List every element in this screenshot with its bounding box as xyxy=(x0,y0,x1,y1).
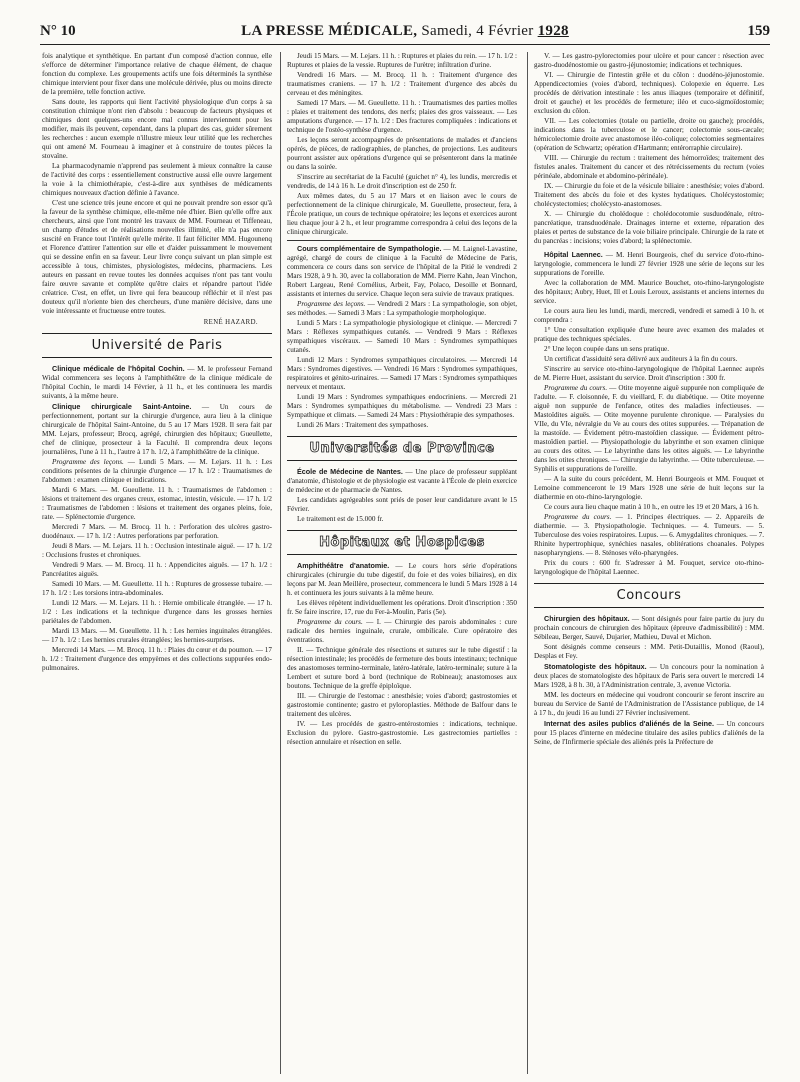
program xyxy=(287,300,517,318)
program xyxy=(42,458,272,485)
program-label: Programme du cours. xyxy=(544,384,608,392)
notice-heading: École de Médecine de Nantes. xyxy=(297,467,403,476)
section-title: Concours xyxy=(616,588,682,603)
paragraph: Sont désignés comme censeurs : MM. Petit-Dutaillis, Monod (Raoul), Desplas et Fey. xyxy=(534,643,764,660)
paragraph: Lundi 19 Mars : Syndromes sympathiques endocriniens. — Mercredi 21 Mars : Syndromes sympathiques du métabolisme. — Vendredi 23 Mars : Sympathique et climats. — Samedi 24 Mars : Physiothérapie des sympathoses. xyxy=(287,393,517,419)
program-text: — Vendredi 2 Mars : La sympathologie, son objet, ses méthodes. — Samedi 3 Mars : La sympathologie morphologique. xyxy=(287,300,517,317)
paragraph: IX. — Chirurgie du foie et de la vésicule biliaire : anesthésie; voies d'abord. Traitement des abcès du foie et des kystes hydatiques. Cholécystostomie; cholécystectomies; cholécysto-anastomoses. xyxy=(534,182,764,208)
page-header xyxy=(40,20,770,45)
paragraph: Vendredi 16 Mars. — M. Brocq. 11 h. : Traitement d'urgence des traumatismes craniens. — 17 h. 1/2 : Traitement d'urgence des abcès du cerveau et des méningites. xyxy=(287,71,517,97)
notice-heading: Hôpital Laennec. xyxy=(544,250,603,259)
column-1 xyxy=(42,52,272,1077)
notice-text: — Un concours pour la nomination à deux places de stomatologiste des hôpitaux de Paris sera ouvert le mercredi 14 Mars 1928, à 8 h. 30, à l'Administration centrale, 3, avenue Victoria. xyxy=(534,663,764,689)
paragraph: V. — Les gastro-pylorectomies pour ulcère et pour cancer : résection avec gastro-duodénostomie ou gastro-jéjunostomie; indications et techniques. xyxy=(534,52,764,69)
author-signature: RENÉ HAZARD. xyxy=(203,319,258,326)
notice xyxy=(534,614,764,642)
journal-name: LA PRESSE MÉDICALE, xyxy=(241,23,418,39)
paragraph: Avec la collaboration de MM. Maurice Bouchet, oto-rhino-laryngologiste des hôpitaux; Aubry, Huet, Ill et Louis Leroux, assistants et anciens internes du service. xyxy=(534,279,764,305)
issue-number: N° 10 xyxy=(40,23,76,39)
paragraph: S'inscrire au service oto-rhino-laryngologique de l'hôpital Laennec auprès de M. Pierre Huet, assistant du service. Droit d'inscription : 300 fr. xyxy=(534,365,764,382)
paragraph: S'inscrire au secrétariat de la Faculté (guichet n° 4), les lundis, mercredis et vendredis, de 14 à 16 h. Le droit d'inscription est de 250 fr. xyxy=(287,173,517,190)
section-title: Hôpitaux et Hospices xyxy=(319,535,485,550)
paragraph: Mercredi 14 Mars. — M. Brocq. 11 h. : Plaies du cœur et du poumon. — 17 h. 1/2 : Traitement d'urgence des empyèmes et des collections suppurées endo-pulmonaires. xyxy=(42,646,272,672)
program xyxy=(534,384,764,474)
notice-heading: Clinique médicale de l'hôpital Cochin. xyxy=(52,364,185,373)
notice-text: — Une place de professeur suppléant d'anatomie, d'histologie et de physiologie est vacante à l'École de plein exercice de médecine et de pharmacie de Nantes. xyxy=(287,468,517,494)
paragraph: Mercredi 7 Mars. — M. Brocq. 11 h. : Perforation des ulcères gastro-duodénaux. — 17 h. 1/2 : Autres perforations par perforation. xyxy=(42,523,272,540)
notice xyxy=(534,250,764,278)
column-divider xyxy=(527,52,528,1074)
notice-heading: Chirurgien des hôpitaux. xyxy=(544,614,630,623)
journal-title-line xyxy=(40,23,770,40)
notice xyxy=(534,662,764,690)
column-2 xyxy=(287,52,517,1077)
section-title: Université de Paris xyxy=(91,338,223,353)
notice-text: — Le cours hors série d'opérations chirurgicales (chirurgie du tube digestif, du foie et des voies biliaires), en dix leçons par M. Jean Meillère, prosecteur, commencera le lundi 5 Mars 1928 à 14 h. et continuera les jours suivants à la même heure. xyxy=(287,562,517,597)
section-header-hopitaux-hospices xyxy=(287,530,517,555)
paragraph: fois analytique et synthétique. En partant d'un composé d'action connue, elle s'efforce de déterminer l'importance relative de chaque élément, de chaque fonction du complexe. Les groupements actifs une fois déterminés la synthèse chimique intervient pour fixer dans une molécule dérivée, plus ou moins directe de la première, telle fonction active. xyxy=(42,52,272,96)
paragraph: VI. — Chirurgie de l'intestin grêle et du côlon : duodéno-jéjunostomie. Appendicectomies (voies d'abord, techniques). Colopexie en équerre. Les procédés de dérivation intestinale : les anus iliaques (temporaire et définitif, droit et gauche) et les procédés de fermeture; iléo et cuco-sigmoïdostomie; exclusion du côlon. xyxy=(534,71,764,115)
program-text: — Lundi 5 Mars. — M. Lejars. 11 h. : Les conditions présentes de la chirurgie d'urgence — 17 h. 1/2 : Traumatismes de l'abdomen : examen clinique et indications. xyxy=(42,458,272,484)
paragraph: — A la suite du cours précédent, M. Henri Bourgeois et MM. Fouquet et Lemoine commenceront le 19 Mars 1928 une série de huit leçons sur la diathermie en oto-rhino-laryngologie. xyxy=(534,475,764,501)
paragraph: VIII. — Chirurgie du rectum : traitement des hémorroïdes; traitement des fistules anales. Traitement du cancer et des rétrécissements du rectum (voies périnéale, abdominale et abdomino-périnéale). xyxy=(534,154,764,180)
program-label: Programme du cours. xyxy=(297,618,363,626)
column-3 xyxy=(534,52,764,1077)
paragraph: Lundi 26 Mars : Traitement des sympathoses. xyxy=(297,421,429,429)
program-text: — Otite moyenne aiguë suppurée non compliquée de l'adulte. — F. cloisonnée, F. du vieillard, F. du diabétique. — Otite moyenne aiguë non suppurée de l'enfance, otites des maladies infectieuses. — Mastoïdites aiguës. — Otite moyenne purulente chronique. — Paralysies du VIIe, du VIe, névralgie du Ve au cours des otites suppurées. — Trépanation de la mastoïde. — Évidement pétro-mastoïdien classique. — Évidement pétro-mastoïdien partiel. — Physiopathologie du labyrinthe et son examen clinique au cours des otites. — Le labyrinthe dans les otites aiguës. — Le labyrinthe dans les otites chroniques. — Chirurgie du labyrinthe. — Otite tuberculeuse. — Syphilis et suppurations de l'oreille. xyxy=(534,384,764,473)
notice-heading: Amphithéâtre d'anatomie. xyxy=(297,561,390,570)
program-label: Programme des leçons. xyxy=(52,458,124,466)
paragraph: X. — Chirurgie du cholédoque : cholédocotomie susduodénale, rétro-pancréatique, transduodénale. Drainages interne et externe, réparation des plaies et pertes de substance de la voie biliaire principale. Chirurgie de la rate et du pancréas : incisions; voies d'abord; la splénectomie. xyxy=(534,210,764,245)
paragraph: IV. — Les procédés de gastro-entérostomies : indications, technique. Exclusion du pylore. Gastro-gastrostomie. Les gastrectomies partielles : résection annulaire et résection en selle. xyxy=(287,720,517,746)
divider xyxy=(287,240,517,241)
section-header-universites-province xyxy=(287,436,517,461)
paragraph: II. — Technique générale des résections et sutures sur le tube digestif : la résection intestinale; les procédés de fermeture des bouts intestinaux; technique des anastomoses termino-terminale, latéro-latérale, latéro-terminale; suture à la Lembert et suture bord à bord (technique de Robineau); anastomoses aux boutons. Technique de la greffe épiploïque. xyxy=(287,646,517,690)
paragraph: Les candidats agrégeables sont priés de poser leur candidature avant le 15 Février. xyxy=(287,496,517,513)
notice-text: — Un cours de perfectionnement, portant sur la chirurgie d'urgence, aura lieu à la clinique chirurgicale de l'hôpital Saint-Antoine, du 5 au 17 Mars 1928. Il sera fait par MM. Lejars, professeur; Brocq, agrégé, chirurgien des hôpitaux; Gueullette, chef de clinique, prosecteur à la Faculté. Il comprendra deux leçons journalières, l'une à 11 h., l'autre à 17 h. 1/2, à l'amphithéâtre de la clinique. xyxy=(42,403,272,456)
program xyxy=(287,618,517,645)
paragraph: Le cours aura lieu les lundi, mardi, mercredi, vendredi et samedi à 10 h. et comprendra : xyxy=(534,307,764,324)
notice-heading: Internat des asiles publics d'aliénés de la Seine. xyxy=(544,719,715,728)
issue-day: Samedi, 4 Février xyxy=(421,23,534,39)
paragraph: 2° Une leçon coupée dans un sens pratique. xyxy=(544,345,670,353)
notice xyxy=(287,467,517,495)
notice-heading: Stomatologiste des hôpitaux. xyxy=(544,662,647,671)
notice xyxy=(42,364,272,401)
program-text: — 1. Principes électriques. — 2. Appareils de diathermie. — 3. Physiopathologie. Techniques. — 4. Tumeurs. — 5. Tuberculose des voies respiratoires. Lupus. — 6. Amygdalites chroniques. — 7. Rhinite hypertrophique, synéchies nasales, oblitérations choanales. Polypes nasopharyngiens. — 8. Sténoses vélo-pharyngées. xyxy=(534,513,764,557)
paragraph: 1° Une consultation expliquée d'une heure avec examen des malades et pratique des techniques spéciales. xyxy=(534,326,764,343)
paragraph: Sans doute, les rapports qui lient l'activité physiologique d'un corps à sa constitution chimique n'ont rien d'absolu : beaucoup de facteurs physiques et chimiques dont quelques-uns encore mal connus interviennent pour les modifier, mais ils peuvent, cependant, dans la plupart des cas, guider sûrement les recherches : aucun exemple n'illustre mieux leur utilité que les recherches qui ont amené M. Fourneau à imaginer et à construire de toutes pièces la stovaïne. xyxy=(42,98,272,160)
paragraph: Lundi 12 Mars : Syndromes sympathiques circulatoires. — Mercredi 14 Mars : Syndromes digestives. — Vendredi 16 Mars : Syndromes sympathiques, respiratoires et génito-urinaires. — Samedi 17 Mars : Syndromes sympathiques nerveux et mentaux. xyxy=(287,356,517,391)
notice-text: — M. Henri Bourgeois, chef du service d'oto-rhino-laryngologie, commencera le lundi 27 février 1928 une série de leçons sur les suppurations de l'oreille. xyxy=(534,251,764,277)
notice-text: — M. le professeur Fernand Widal commencera ses leçons à l'amphithéâtre de la clinique médicale de l'hôpital Cochin, le mardi 14 Février, à 11 h., et les continuera les mardis suivants, à la même heure. xyxy=(42,365,272,400)
paragraph: Les leçons seront accompagnées de présentations de malades et d'anciens opérés, de pièces, de radiographies, de planches, de projections. Les auditeurs pourront assister aux opérations d'urgence qui se présenteront dans la matinée ou dans la soirée. xyxy=(287,136,517,171)
paragraph: Un certificat d'assiduité sera délivré aux auditeurs à la fin du cours. xyxy=(544,355,738,363)
paragraph: Les élèves répètent individuellement les opérations. Droit d'inscription : 350 fr. Se faire inscrire, 17, rue du Fer-à-Moulin, Paris (5e). xyxy=(287,599,517,616)
paragraph: Mardi 13 Mars. — M. Gueullette. 11 h. : Les hernies inguinales étranglées. — 17 h. 1/2 : Les hernies crurales étranglées; les hernies-surprises. xyxy=(42,627,272,644)
program xyxy=(534,513,764,558)
paragraph: Samedi 17 Mars. — M. Gueullette. 11 h. : Traumatismes des parties molles : plaies et traitement des tendons, des nerfs; plaies des gros vaisseaux. — Les amputations d'urgence. — 17 h. 1/2 : Des fractures compliquées : indications et technique de l'ostéo-synthèse d'urgence. xyxy=(287,99,517,134)
paragraph: La pharmacodynamie n'apprend pas seulement à mieux connaître la cause de l'activité des corps : essentiellement constructive aussi elle ouvre largement la voie à la chimiothérapie, c'est-à-dire aux synthèses de médicaments chimiques nouveaux d'action définie à l'avance. xyxy=(42,162,272,197)
paragraph: Jeudi 8 Mars. — M. Lejars. 11 h. : Occlusion intestinale aiguë. — 17 h. 1/2 : Occlusions frustes et chroniques. xyxy=(42,542,272,559)
paragraph: Ce cours aura lieu chaque matin à 10 h., en outre les 19 et 20 Mars, à 16 h. xyxy=(544,503,759,511)
paragraph: Samedi 10 Mars. — M. Gueullette. 11 h. : Ruptures de grossesse tubaire. — 17 h. 1/2 : Les torsions intra-abdominales. xyxy=(42,580,272,597)
paragraph: MM. les docteurs en médecine qui voudront concourir se feront inscrire au bureau du Service de Santé de l'Administration de l'Assistance publique, de 14 à 17 h., du jeudi 16 au lundi 27 Février inclusivement. xyxy=(534,691,764,717)
paragraph: Aux mêmes dates, du 5 au 17 Mars et en liaison avec le cours de perfectionnement de la clinique chirurgicale, M. Gueullette, prosecteur, fera, à l'École pratique, un cours de technique opératoire; les leçons et exercices auront lieu chaque jour à 2 h., et leur programme correspondra à celui des leçons de la clinique chirurgicale. xyxy=(287,192,517,236)
notice xyxy=(287,244,517,299)
paragraph: Prix du cours : 600 fr. S'adresser à M. Fouquet, service oto-rhino-laryngologique de l'hôpital Laennec. xyxy=(534,559,764,576)
paragraph: Mardi 6 Mars. — M. Gueullette. 11 h. : Traumatismes de l'abdomen : lésions et traitement des organes creux, estomac, intestin, vésicule. — 17 h. 1/2 : Traumatismes de l'abdomen : lésions et traitement des organes pleins, foie, rate. — Splénectomie d'urgence. xyxy=(42,486,272,521)
section-title: Universités de Province xyxy=(309,441,495,456)
program-label: Programme des leçons. xyxy=(297,300,366,308)
section-header-universite-paris xyxy=(42,333,272,358)
program-text: — I. — Chirurgie des parois abdominales : cure radicale des hernies inguinale, crurale, ombilicale. Cure opératoire des éventrations. xyxy=(287,618,517,644)
notice xyxy=(287,561,517,598)
program-label: Programme du cours. xyxy=(544,513,612,521)
notice-text: — M. Laignel-Lavastine, agrégé, chargé de cours de clinique à la Faculté de Médecine de Paris, commencera ce cours dans son service de l'hôpital de la Pitié le vendredi 2 Mars 1928, à 9 h. 30, avec la collaboration de MM. Pierre Kahn, Jean Vinchon, Robert Largeau, René Cornélius, Arbeit, Fay, Polaco, Desoille et Bonnard, assistants et internes du service. Chaque leçon sera suivie de travaux pratiques. xyxy=(287,245,517,298)
notice-heading: Clinique chirurgicale Saint-Antoine. xyxy=(52,402,192,411)
notice-heading: Cours complémentaire de Sympathologie. xyxy=(297,244,442,253)
section-header-concours xyxy=(534,583,764,608)
notice-text: — Un concours pour 15 places d'interne en médecine titulaire des asiles publics d'aliénés de la Seine, de l'Infirmerie spéciale des aliénés près la Préfecture de xyxy=(534,720,764,746)
paragraph: VII. — Les colectomies (totale ou partielle, droite ou gauche); procédés, indications dans la tuberculose et le cancer; colectomie sous-cæcale; hémicolectomie droite avec anastomose iléo-colique; colectomies segmentaires (opération de Schwartz; opération d'Hartmann; entérorraphie circulaire). xyxy=(534,117,764,152)
notice xyxy=(534,719,764,747)
paragraph: Lundi 5 Mars : La sympathologie physiologique et clinique. — Mercredi 7 Mars : Réflexes sympathiques cutanés. — Vendredi 9 Mars : Réflexes sympathiques viscéraux. — Samedi 10 Mars : Syndromes sympathiques cutanés. xyxy=(287,319,517,354)
paragraph: Le traitement est de 15.000 fr. xyxy=(297,515,384,523)
issue-date xyxy=(421,23,568,39)
page-number: 159 xyxy=(747,23,770,39)
notice-text: — Sont désignés pour faire partie du jury du prochain concours de chirurgien des hôpitaux (épreuve d'admissibilité) : MM. Sébileau, Berger, Sauvé, Dujarier, Mathieu, Duval et Michon. xyxy=(534,615,764,641)
paragraph: III. — Chirurgie de l'estomac : anesthésie; voies d'abord; gastrostomies et gastrostomie continente; gastro et pyloroplasties. Méthode de Balfour dans le traitement des ulcères. xyxy=(287,692,517,718)
paragraph: Jeudi 15 Mars. — M. Lejars. 11 h. : Ruptures et plaies du rein. — 17 h. 1/2 : Ruptures et plaies de la vessie. Ruptures de l'urètre; infiltration d'urine. xyxy=(287,52,517,69)
issue-year: 1928 xyxy=(537,23,569,39)
paragraph: C'est une science très jeune encore et qui ne pouvait prendre son essor qu'à la faveur de la synthèse chimique, elle-même née d'hier. Bien qu'elle offre aux chercheurs, ainsi que l'ont montré les travaux de MM. Fourneau et Tiffeneau, un champ d'études et de réalisations nouvelles illimité, elle n'a pas encore suscité en France tout l'intérêt qu'elle mérite. Il faut féliciter MM. Hugounenq et Florence d'attirer l'attention sur elle et d'aider puissamment le mouvement qui se dessine enfin en sa faveur. Leur livre conçu suivant un plan simple est accessible à tous, chimistes, physiologistes, médecins, pharmaciens. Les auteurs en passant en revue toutes les données acquises n'ont pas tant voulu faire œuvre savante et complète qu'être clairs et répandre partout l'idée créatrice. C'est, en effet, un livre qui fera beaucoup réfléchir et il n'est pas douteux qu'il n'oriente bien des chercheurs, d'une manière décisive, dans une voie intéressante et fructueuse entre toutes. xyxy=(42,199,272,315)
paragraph: Vendredi 9 Mars. — M. Brocq. 11 h. : Appendicites aiguës. — 17 h. 1/2 : Pancréatites aiguës. xyxy=(42,561,272,578)
column-divider xyxy=(280,52,281,1074)
notice xyxy=(42,402,272,457)
paragraph: Lundi 12 Mars. — M. Lejars. 11 h. : Hernie ombilicale étranglée. — 17 h. 1/2 : Les indications et la technique d'urgence dans les grosses hernies pariétales de l'abdomen. xyxy=(42,599,272,625)
